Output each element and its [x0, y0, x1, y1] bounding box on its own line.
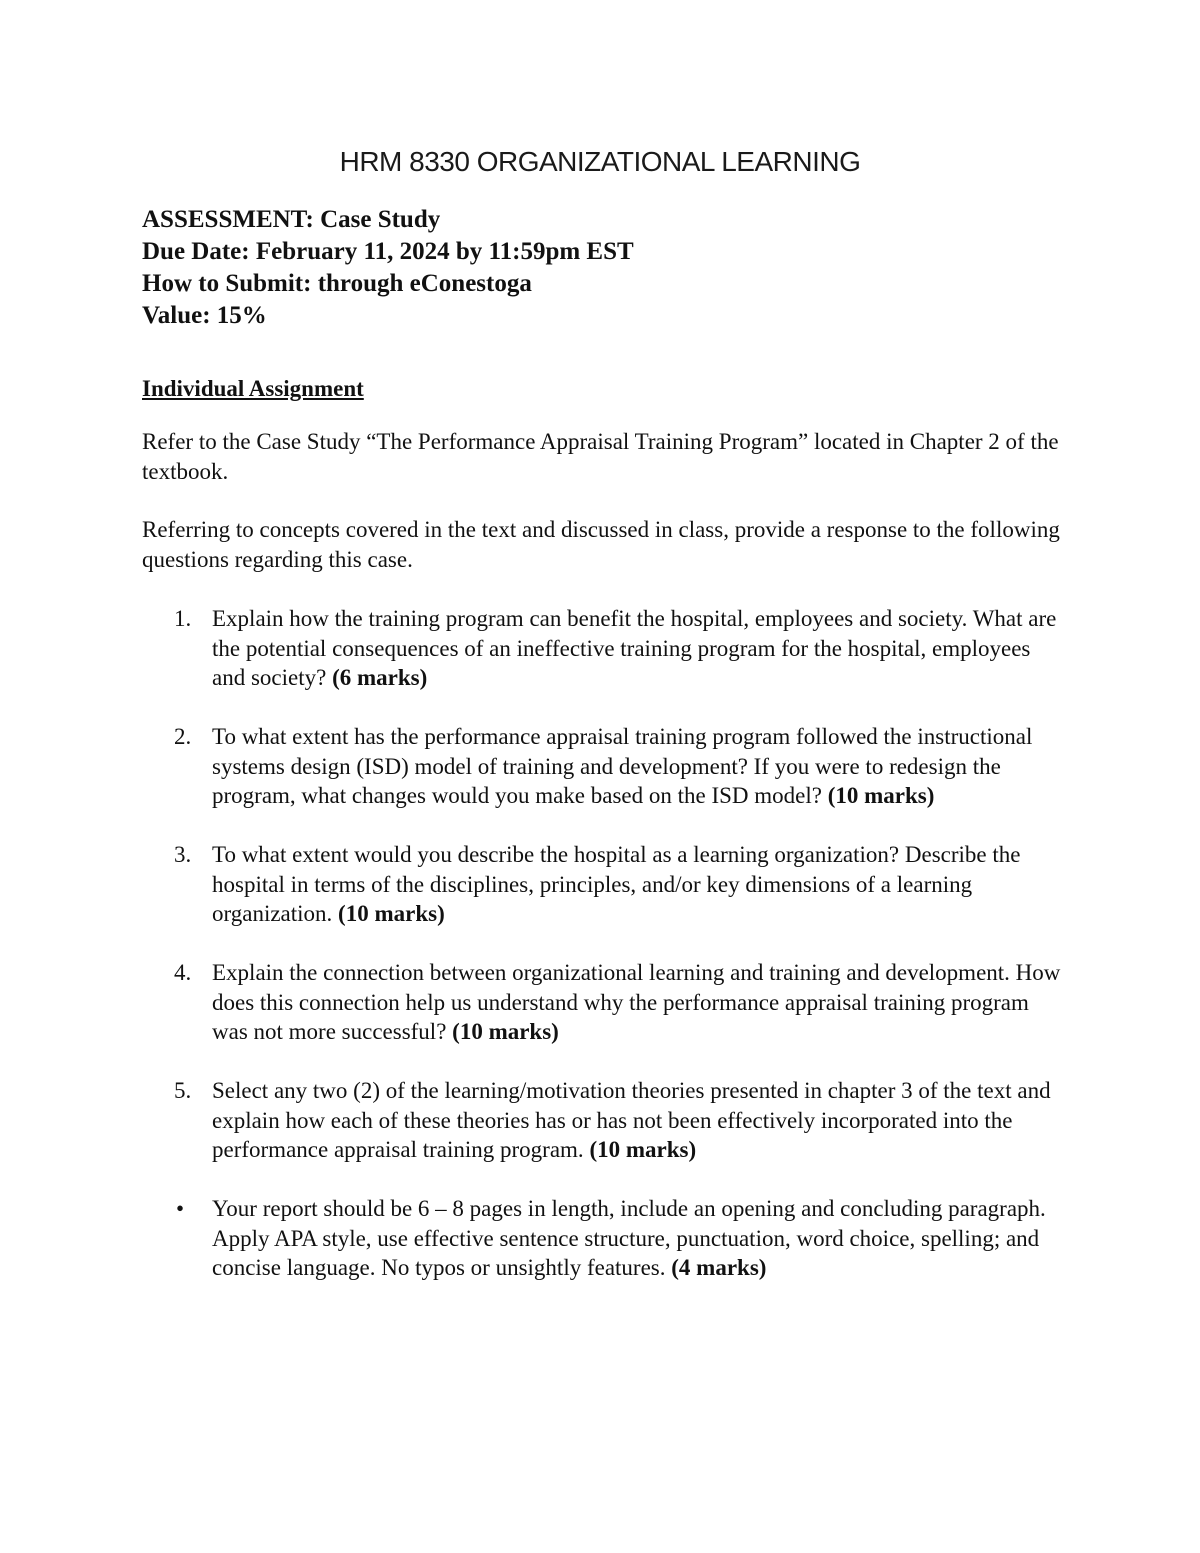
question-text: Explain the connection between organizational learning and training and development. How does this connection help us understand why the performance appraisal training program was not more successful?: [212, 960, 1061, 1044]
bullet-marks: (4 marks): [671, 1255, 767, 1280]
bullet-item: [142, 1194, 1062, 1283]
question-text: To what extent would you describe the hospital as a learning organization? Describe the hospital in terms of the disciplines, principles, and/or key dimensions of a learning organization.: [212, 842, 1021, 926]
question-item: [142, 840, 1062, 929]
document-title: HRM 8330 ORGANIZATIONAL LEARNING: [339, 146, 861, 177]
question-number: 2.: [174, 724, 192, 749]
question-list: [142, 604, 1062, 1312]
value-line: Value: 15%: [142, 302, 267, 329]
assessment-details: [142, 204, 634, 332]
bullet-icon: •: [176, 1196, 185, 1221]
question-marks: (10 marks): [338, 901, 445, 926]
question-marks: (10 marks): [827, 783, 935, 808]
question-text: To what extent has the performance appraisal training program followed the instructional systems design (ISD) model of training and development? If you were to redesign the program, what changes would you make based on the ISD model?: [212, 724, 1033, 808]
bullet-text: Your report should be 6 – 8 pages in length, include an opening and concluding paragraph. Apply APA style, use effective sentence structure, punctuation, word choice, spelling; and concise language. No typos or unsightly features.: [212, 1196, 1046, 1280]
question-marks: (10 marks): [589, 1137, 697, 1162]
assessment-line: ASSESSMENT: Case Study: [142, 206, 441, 233]
question-number: 1.: [174, 606, 192, 631]
question-number: 5.: [174, 1078, 192, 1103]
question-marks: (6 marks): [332, 665, 428, 690]
section-heading: Individual Assignment: [142, 376, 364, 401]
question-item: [142, 604, 1062, 693]
intro-paragraph: Refer to the Case Study “The Performance Appraisal Training Program” located in Chapter 2 of the textbook.: [142, 429, 1059, 484]
question-item: [142, 722, 1062, 811]
submission-line: How to Submit: through eConestoga: [142, 270, 532, 297]
question-item: [142, 1076, 1062, 1165]
due-date-line: Due Date: February 11, 2024 by 11:59pm EST: [142, 238, 634, 265]
question-number: 4.: [174, 960, 192, 985]
question-item: [142, 958, 1062, 1047]
instructions-paragraph: Referring to concepts covered in the text and discussed in class, provide a response to the following questions regarding this case.: [142, 517, 1060, 572]
question-marks: (10 marks): [452, 1019, 559, 1044]
question-number: 3.: [174, 842, 192, 867]
question-text: Explain how the training program can benefit the hospital, employees and society. What are the potential consequences of an ineffective training program for the hospital, employees and society?: [212, 606, 1057, 690]
question-text: Select any two (2) of the learning/motivation theories presented in chapter 3 of the text and explain how each of these theories has or has not been effectively incorporated into the performance appraisal training program.: [212, 1078, 1051, 1162]
